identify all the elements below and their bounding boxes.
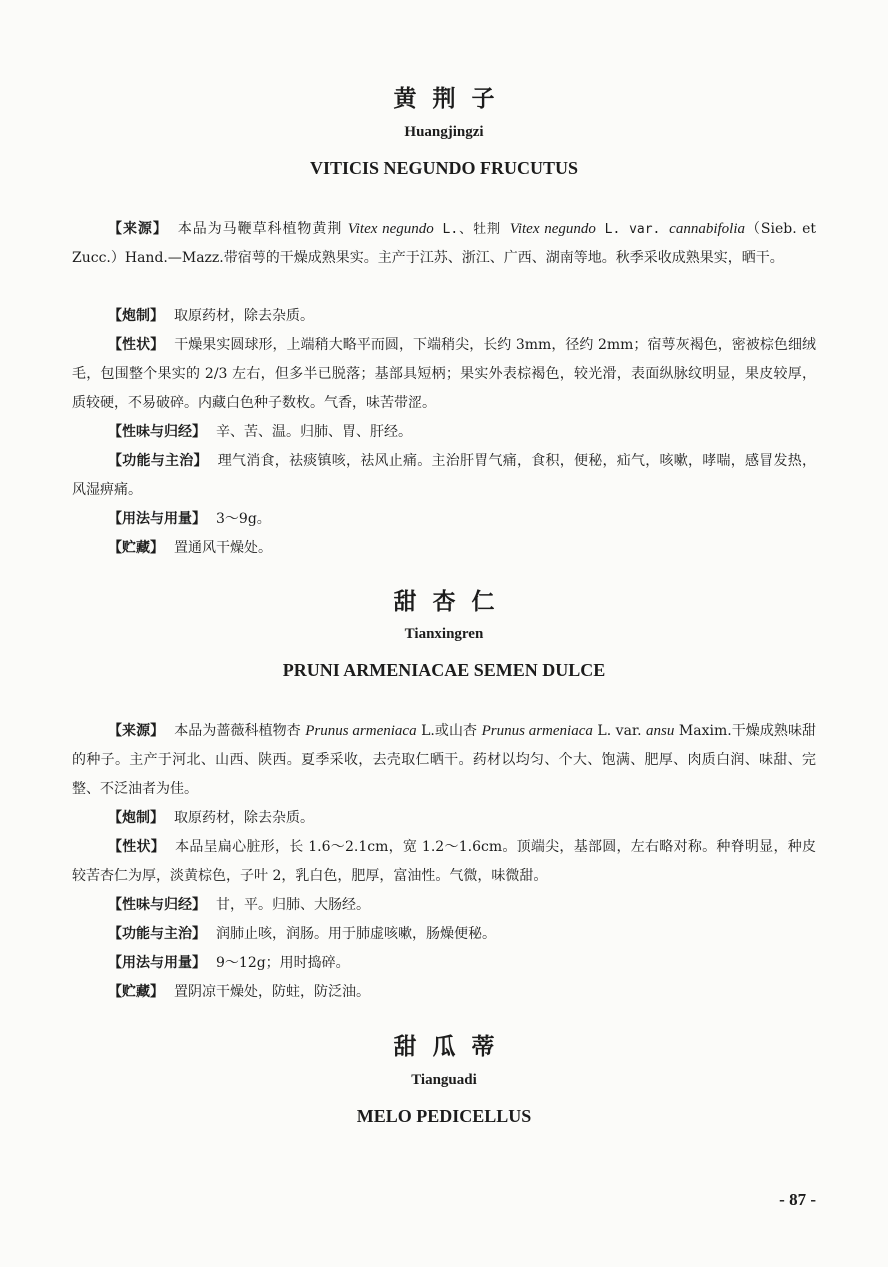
storage-text: 置阴凉干燥处，防蛀，防泛油。 xyxy=(174,984,370,1000)
function-paragraph xyxy=(72,920,816,949)
source-text: L. var. xyxy=(595,222,670,237)
source-paragraph xyxy=(72,215,816,273)
function-label: 【功能与主治】 xyxy=(108,926,206,942)
function-paragraph xyxy=(72,447,816,505)
usage-text: 3～9g。 xyxy=(216,511,271,527)
entry-title: 甜杏仁 xyxy=(393,589,511,615)
source-text: L. var. xyxy=(592,723,647,739)
entry-pinyin: Huangjingzi xyxy=(404,124,484,140)
description-paragraph xyxy=(72,331,816,418)
description-text: 本品呈扁心脏形，长 1.6～2.1cm，宽 1.2～1.6cm。顶端尖，基部圆，左右略对称。种脊明显，种皮较苦杏仁为厚，淡黄棕色，子叶 2，乳白色，肥厚，富油性。气微，味微甜。 xyxy=(72,839,816,884)
processing-paragraph xyxy=(72,302,816,331)
processing-paragraph xyxy=(72,804,816,833)
processing-label: 【炮制】 xyxy=(108,810,164,826)
source-text: 本品为马鞭草科植物黄荆 xyxy=(177,221,348,237)
nature-paragraph xyxy=(72,418,816,447)
source-text: （Sieb. et Zucc.）Hand.—Mazz.带宿萼的干燥成熟果实。主产于江苏、浙江、广西、湖南等地。秋季采收成熟果实，晒干。 xyxy=(72,221,816,266)
storage-paragraph xyxy=(72,978,816,1007)
source-label: 【来源】 xyxy=(108,221,168,237)
species-name: Prunus armeniaca xyxy=(481,723,593,739)
nature-label: 【性味与归经】 xyxy=(108,424,206,440)
nature-paragraph xyxy=(72,891,816,920)
nature-label: 【性味与归经】 xyxy=(108,897,206,913)
description-label: 【性状】 xyxy=(108,839,166,855)
species-name: Vitex negundo xyxy=(347,221,434,237)
storage-text: 置通风干燥处。 xyxy=(174,540,272,556)
nature-text: 甘，平。归肺、大肠经。 xyxy=(216,897,370,913)
entry-title: 甜瓜蒂 xyxy=(393,1034,511,1060)
usage-paragraph xyxy=(72,949,816,978)
entry-latin-name: MELO PEDICELLUS xyxy=(356,1106,532,1126)
description-text: 干燥果实圆球形，上端稍大略平而圆，下端稍尖，长约 3mm，径约 2mm；宿萼灰褐色，密被棕色细绒毛，包围整个果实的 2/3 左右，但多半已脱落；基部具短柄；果实外表棕褐色，较光滑，表面纵脉纹明显，果皮较厚，质较硬，不易破碎。内藏白色种子数枚。气香，味苦带涩。 xyxy=(72,337,817,411)
processing-text: 取原药材，除去杂质。 xyxy=(174,308,314,324)
species-name: Vitex negundo xyxy=(509,221,596,237)
entry-pinyin: Tianguadi xyxy=(411,1072,477,1088)
nature-text: 辛、苦、温。归肺、胃、肝经。 xyxy=(216,424,412,440)
entry-latin-name: PRUNI ARMENIACAE SEMEN DULCE xyxy=(282,660,606,680)
usage-label: 【用法与用量】 xyxy=(108,511,206,527)
variety-name: ansu xyxy=(646,723,675,739)
processing-text: 取原药材，除去杂质。 xyxy=(174,810,314,826)
function-label: 【功能与主治】 xyxy=(108,453,208,469)
source-text: 本品为蔷薇科植物杏 xyxy=(174,723,306,739)
species-name: Prunus armeniaca xyxy=(305,723,417,739)
entry-pinyin: Tianxingren xyxy=(404,626,484,642)
storage-label: 【贮藏】 xyxy=(108,540,164,556)
entry-latin-name: VITICIS NEGUNDO FRUCUTUS xyxy=(309,158,579,178)
processing-label: 【炮制】 xyxy=(108,308,164,324)
function-text: 润肺止咳，润肠。用于肺虚咳嗽，肠燥便秘。 xyxy=(216,926,496,942)
description-paragraph xyxy=(72,833,816,891)
usage-label: 【用法与用量】 xyxy=(108,955,206,971)
entry-title: 黄荆子 xyxy=(393,86,511,112)
source-text: L.或山杏 xyxy=(416,723,482,739)
source-text: Maxim.干燥成熟味甜的种子。主产于河北、山西、陕西。夏季采收，去壳取仁晒干。药材以均匀、个大、饱满、肥厚、肉质白润、味甜、完整、不泛油者为佳。 xyxy=(72,723,817,797)
page-number: - 87 - xyxy=(779,1190,816,1209)
source-label: 【来源】 xyxy=(108,723,165,739)
source-paragraph xyxy=(72,717,816,804)
usage-text: 9～12g；用时捣碎。 xyxy=(216,955,350,971)
variety-name: cannabifolia xyxy=(669,221,745,237)
storage-paragraph xyxy=(72,534,816,563)
usage-paragraph xyxy=(72,505,816,534)
source-text: L.、牡荆 xyxy=(433,222,510,237)
function-text: 理气消食，祛痰镇咳，祛风止痛。主治肝胃气痛，食积，便秘，疝气，咳嗽，哮喘，感冒发热，风湿痹痛。 xyxy=(72,453,816,498)
storage-label: 【贮藏】 xyxy=(108,984,164,1000)
description-label: 【性状】 xyxy=(108,337,165,353)
